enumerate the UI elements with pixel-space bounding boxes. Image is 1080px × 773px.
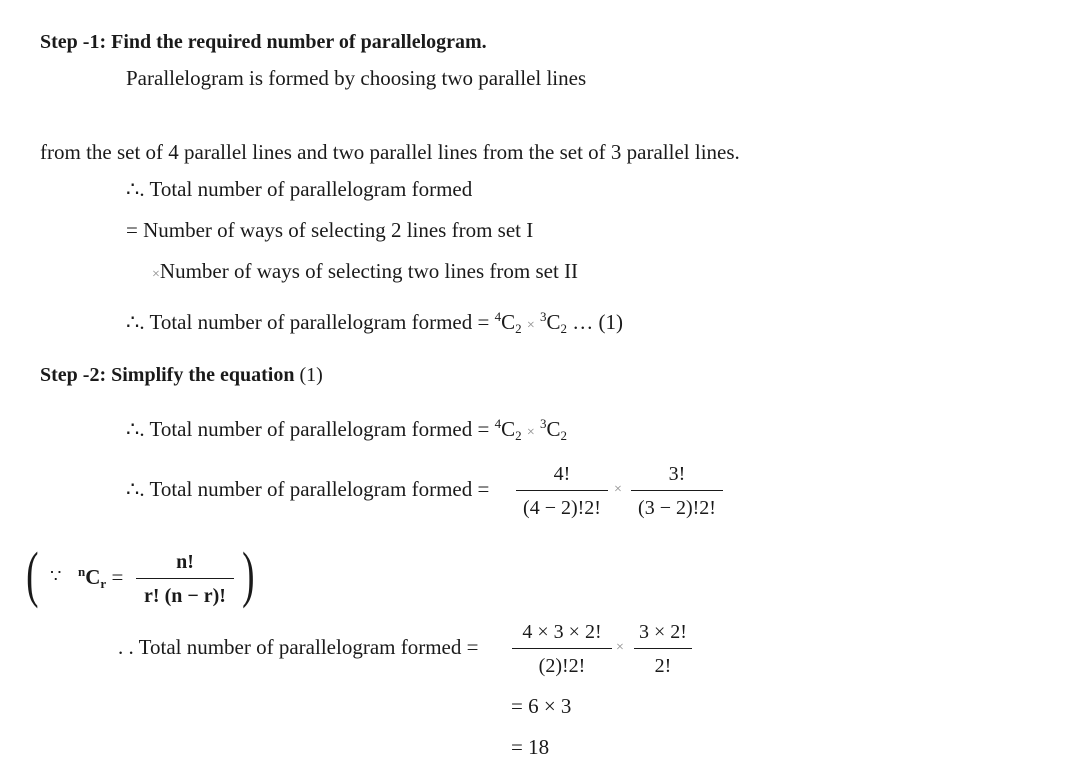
step2-expanded-prefix: . . Total number of parallelogram formed = [118, 635, 479, 659]
step1-line2: from the set of 4 parallel lines and two parallel lines from the set of 3 parallel lines. [40, 140, 740, 164]
fraction-denominator: (2)!2! [538, 655, 586, 677]
sup-4: 4 [494, 416, 502, 431]
fraction-4-over-2 [516, 464, 608, 518]
sup-3: 3 [540, 416, 547, 431]
times-sign: × [616, 640, 624, 655]
ways-set2-text: Number of ways of selecting two lines from set II [159, 259, 579, 283]
because-symbol: ∵ [50, 566, 62, 586]
step1-ways-set2 [152, 261, 578, 282]
times-sign: × [526, 318, 535, 333]
fraction-denominator: r! (n − r)! [144, 585, 226, 607]
step2-factorial-prefix: ∴. Total number of parallelogram formed = [126, 477, 490, 501]
equation-prefix: ∴. Total number of parallelogram formed = [126, 310, 495, 334]
fraction-3-over-1 [631, 464, 723, 518]
fraction-numerator: 3 × 2! [639, 621, 687, 643]
times-sign: × [526, 425, 535, 440]
sub-2: 2 [515, 321, 522, 336]
step2-heading-text: Step -2: Simplify the equation [40, 364, 295, 386]
left-parenthesis: ( [26, 541, 39, 609]
equation-prefix: ∴. Total number of parallelogram formed = [126, 417, 495, 441]
step2-heading-ref: (1) [299, 364, 323, 386]
fraction-numerator: 4! [553, 463, 571, 485]
result-product: = 6 × 3 [511, 694, 572, 718]
step1-therefore-total: ∴. Total number of parallelogram formed [126, 177, 473, 201]
step2-heading [40, 365, 323, 385]
equation-tag: … (1) [567, 310, 624, 334]
combination-c: C [546, 310, 561, 334]
sup-3: 3 [540, 309, 547, 324]
fraction-numerator: n! [176, 551, 194, 573]
fraction-denominator: (4 − 2)!2! [523, 497, 601, 519]
step2-total-equation [126, 416, 568, 443]
step1-heading: Step -1: Find the required number of parallelogram. [40, 31, 487, 53]
sub-2: 2 [560, 428, 568, 443]
fraction-numerator: 4 × 3 × 2! [522, 621, 602, 643]
fraction-denominator: (3 − 2)!2! [638, 497, 716, 519]
formula-c: C [85, 565, 101, 589]
sub-r: r [100, 576, 107, 591]
step1-line1: Parallelogram is formed by choosing two parallel lines [126, 66, 587, 90]
right-parenthesis: ) [242, 541, 255, 609]
step1-total-equation [126, 309, 624, 336]
formula-equals: = [106, 565, 124, 589]
fraction-expanded-2 [634, 622, 692, 676]
fraction-denominator: 2! [654, 655, 672, 677]
sub-2: 2 [560, 321, 568, 336]
sup-4: 4 [494, 309, 502, 324]
combination-c: C [546, 417, 561, 441]
step1-ways-set1: = Number of ways of selecting 2 lines from set I [126, 218, 534, 242]
combination-c: C [501, 310, 516, 334]
fraction-numerator: 3! [668, 463, 686, 485]
sup-n: n [78, 564, 86, 579]
ncr-fraction [136, 552, 234, 606]
sub-2: 2 [515, 428, 522, 443]
ncr-symbol [78, 564, 124, 591]
fraction-expanded-1 [512, 622, 612, 676]
result-final: = 18 [511, 735, 550, 759]
times-sign: × [152, 267, 160, 282]
combination-c: C [501, 417, 516, 441]
times-sign: × [614, 482, 622, 497]
